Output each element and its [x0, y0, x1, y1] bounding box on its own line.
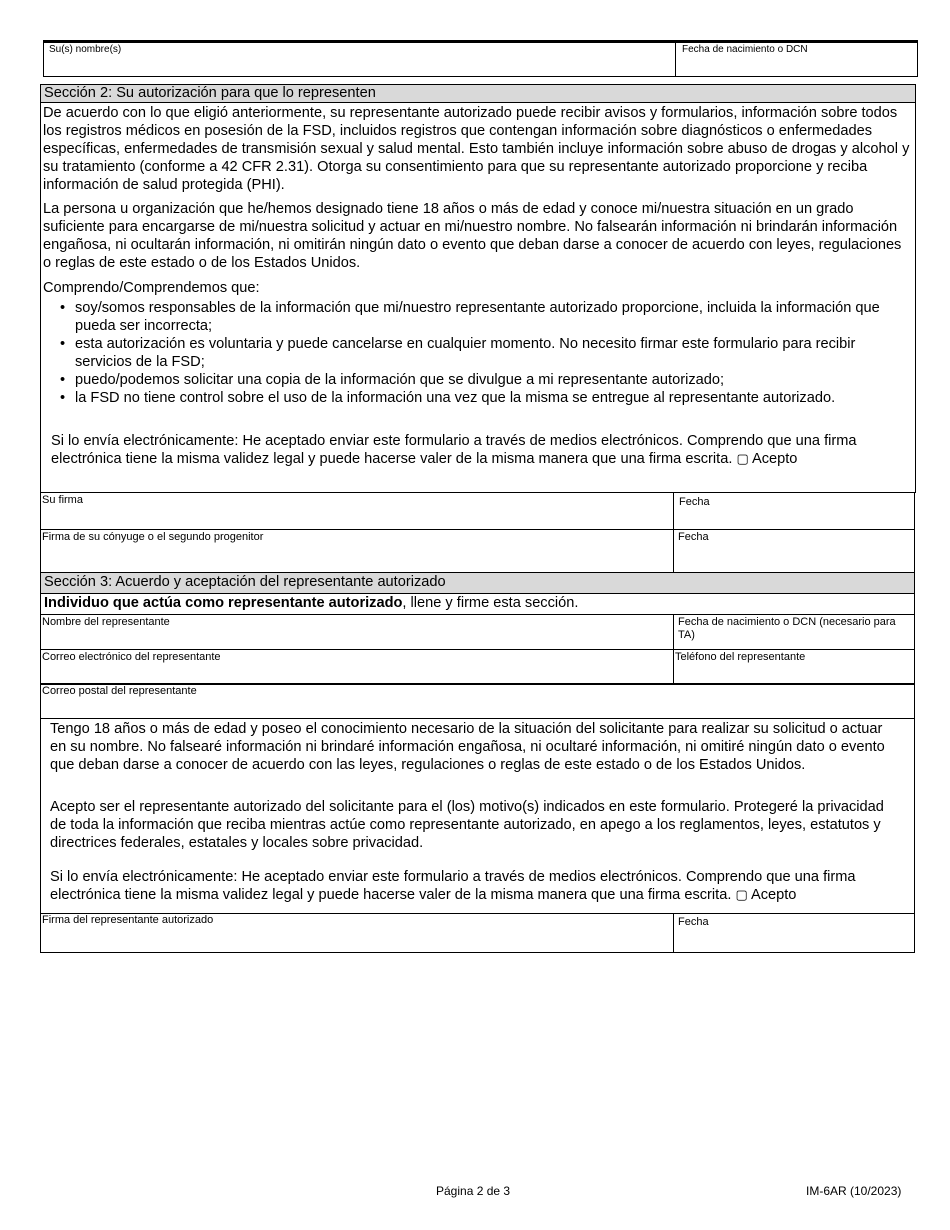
section3-instruction	[40, 593, 915, 615]
spouse-date-field[interactable]	[673, 529, 915, 573]
list-item: • soy/somos responsables de la información que mi/nuestro representante autorizado proporcione, incluida la información que pueda ser incorrecta;	[75, 299, 912, 335]
rep-signature-label: Firma del representante autorizado	[42, 914, 214, 926]
section2-accept-label: Acepto	[751, 451, 798, 467]
section3-instruction-rest: , llene y firme esta sección.	[402, 595, 579, 611]
list-item: • esta autorización es voluntaria y puede cancelarse en cualquier momento. No necesito firmar este formulario para recibir servicios de la FSD;	[75, 335, 912, 371]
page-number: Página 2 de 3	[436, 1184, 511, 1198]
rep-name-field[interactable]	[40, 614, 674, 650]
form-id: IM-6AR (10/2023)	[806, 1184, 902, 1198]
rep-mail-label: Correo postal del representante	[42, 685, 197, 697]
signature-field[interactable]	[40, 492, 674, 530]
name-label: Su(s) nombre(s)	[49, 44, 122, 55]
section3-body	[40, 718, 915, 914]
section3-electronic-text: Si lo envía electrónicamente: He aceptado enviar este formulario a través de medios electrónicos. Comprendo que una firma electrónica tiene la misma validez legal y puede hacerse valer de la misma manera que una firma escrita.	[50, 869, 856, 903]
checkbox-icon[interactable]: ▢	[736, 451, 749, 466]
section3-accept-label: Acepto	[750, 887, 797, 903]
section3-para2: Acepto ser el representante autorizado del solicitante para el (los) motivo(s) indicados en este formulario. Protegeré la privacidad de toda la información que reciba mientras actúe como representante autorizado, en apego a los reglamentos, leyes, estatutos y directrices federales, estatales y locales sobre privacidad.	[50, 799, 884, 851]
rep-dob-label: Fecha de nacimiento o DCN (necesario para TA)	[678, 616, 896, 641]
spouse-signature-field[interactable]	[40, 529, 674, 573]
rep-mail-field[interactable]	[40, 683, 915, 719]
section2-electronic	[51, 432, 911, 468]
rep-email-label: Correo electrónico del representante	[42, 651, 221, 663]
section3-electronic	[50, 868, 900, 904]
spouse-date-label: Fecha	[678, 531, 709, 543]
section3-title: Sección 3: Acuerdo y aceptación del representante autorizado	[40, 572, 915, 594]
understand-list	[44, 299, 912, 407]
signature-date-field[interactable]	[673, 492, 915, 530]
rep-phone-label: Teléfono del representante	[675, 651, 806, 663]
rep-signature-field[interactable]	[40, 913, 674, 953]
list-item: • la FSD no tiene control sobre el uso de la información una vez que la misma se entregue al representante autorizado.	[75, 389, 912, 407]
dob-field[interactable]	[675, 41, 918, 77]
understand-intro: Comprendo/Comprendemos que:	[43, 280, 260, 296]
section2-electronic-text: Si lo envía electrónicamente: He aceptado enviar este formulario a través de medios electrónicos. Comprendo que una firma electrónica tiene la misma validez legal y puede hacerse valer de la misma manera que una firma escrita.	[51, 433, 857, 467]
rep-dob-field[interactable]	[673, 614, 915, 650]
list-item: • puedo/podemos solicitar una copia de la información que se divulgue a mi representante autorizado;	[75, 371, 912, 389]
rep-date-field[interactable]	[673, 913, 915, 953]
rep-email-field[interactable]	[40, 649, 674, 685]
section3-para1: Tengo 18 años o más de edad y poseo el conocimiento necesario de la situación del solicitante para realizar su solicitud o actuar en su nombre. No falsearé información ni brindaré información engañosa, ni ocultaré información, ni omitiré ningún dato o evento que deban darse a conocer de acuerdo con las leyes, regulaciones o reglas de este estado o de los Estados Unidos.	[50, 721, 885, 773]
signature-label: Su firma	[42, 494, 83, 506]
section2-title: Sección 2: Su autorización para que lo representen	[40, 84, 916, 103]
checkbox-icon[interactable]: ▢	[735, 887, 748, 902]
section3-instruction-bold: Individuo que actúa como representante autorizado	[44, 595, 403, 611]
section2-para1: De acuerdo con lo que eligió anteriormente, su representante autorizado puede recibir avisos y formularios, información sobre todos los registros médicos en posesión de la FSD, incluidos registros que contengan información sobre diagnósticos o enfermedades específicas, enfermedades de transmisión sexual y salud mental. Esto también incluye información sobre abuso de drogas y alcohol y su tratamiento (conforme a 42 CFR 2.31). Otorga su consentimiento para que su representante autorizado proporcione y reciba información de salud protegida (PHI).	[43, 105, 910, 193]
rep-name-label: Nombre del representante	[42, 616, 170, 628]
rep-phone-field[interactable]	[673, 649, 915, 685]
name-field[interactable]	[43, 41, 676, 77]
rep-date-label: Fecha	[678, 916, 709, 928]
signature-date-label: Fecha	[679, 496, 710, 508]
section2-body	[40, 102, 916, 493]
dob-label: Fecha de nacimiento o DCN	[682, 44, 808, 55]
spouse-signature-label: Firma de su cónyuge o el segundo progenitor	[42, 531, 264, 543]
section2-para2: La persona u organización que he/hemos designado tiene 18 años o más de edad y conoce mi/nuestra situación en un grado suficiente para encargarse de mi/nuestra solicitud y actuar en mi/nuestro nombre. No falsearán información ni brindarán información engañosa, ni ocultarán información, ni omitirán ningún dato o evento que deban darse a conocer de acuerdo con leyes, regulaciones o reglas de este estado o de los Estados Unidos.	[43, 201, 902, 271]
